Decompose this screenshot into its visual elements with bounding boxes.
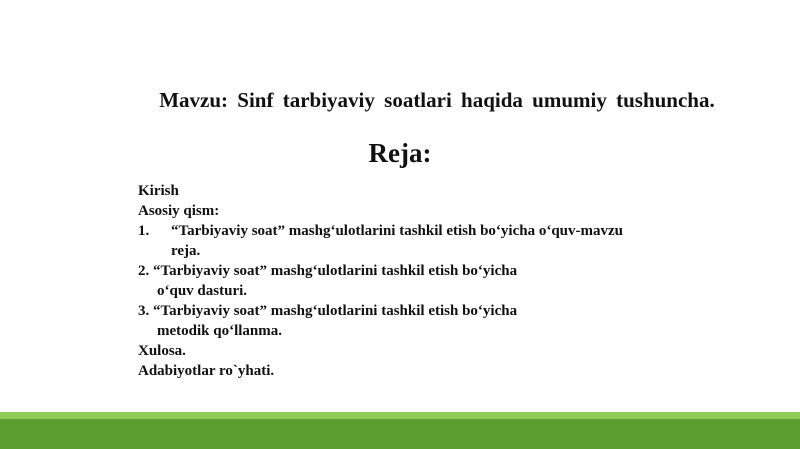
outline-item-1: [138, 221, 623, 241]
footer-bar-light: [0, 412, 800, 419]
outline-item-1-text: “Tarbiyaviy soat” mashg‘ulotlarini tashkil etish bo‘yicha o‘quv-mavzu: [171, 223, 623, 239]
outline-conclusion: Xulosa.: [138, 343, 186, 359]
outline-references: Adabiyotlar ro`yhati.: [138, 363, 275, 379]
outline-item-1-number: 1.: [138, 223, 150, 239]
outline-item-2-continuation: o‘quv dasturi.: [157, 283, 248, 299]
outline-item-3: 3. “Tarbiyaviy soat” mashg‘ulotlarini tashkil etish bo‘yicha: [138, 303, 518, 319]
outline-item-2: 2. “Tarbiyaviy soat” mashg‘ulotlarini tashkil etish bo‘yicha: [138, 263, 518, 279]
outline-intro: Kirish: [138, 183, 179, 199]
outline-item-3-continuation: metodik qo‘llanma.: [157, 323, 283, 339]
plan-heading: Reja:: [368, 138, 432, 168]
footer-bar-dark: [0, 419, 800, 449]
outline-item-1-continuation: reja.: [171, 243, 201, 259]
outline-main-part: Asosiy qism:: [138, 203, 220, 219]
slide-title: Mavzu: Sinf tarbiyaviy soatlari haqida umumiy tushuncha.: [159, 88, 715, 112]
plan-outline: [138, 181, 623, 381]
